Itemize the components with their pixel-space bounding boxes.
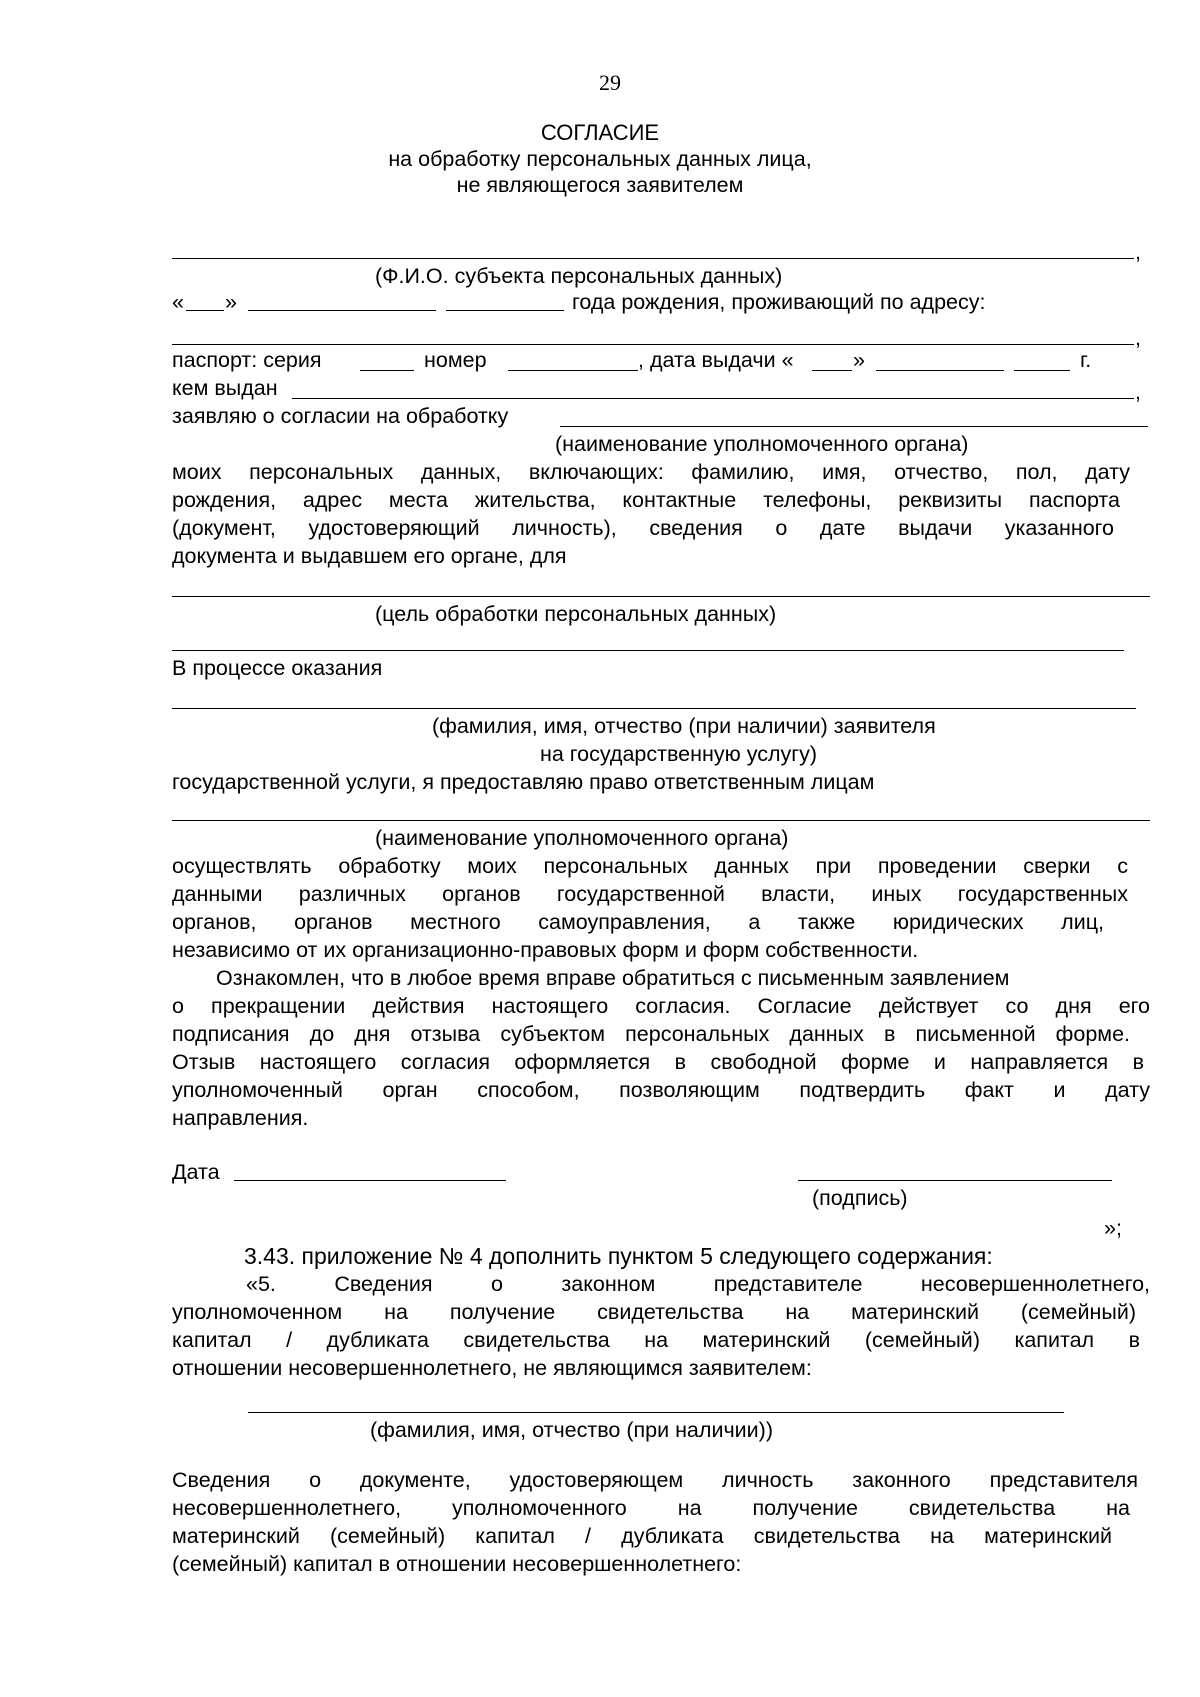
- name-blank: [248, 1412, 1064, 1413]
- passport-number-blank: [508, 370, 638, 371]
- title-line-1: СОГЛАСИЕ: [540, 120, 660, 145]
- birth-day-blank: [186, 310, 224, 311]
- data-list-line-2: рождения, адрес места жительства, контактные телефоны, реквизиты паспорта: [172, 488, 1120, 512]
- authority-blank-2: [172, 820, 1150, 821]
- issued-by-label: кем выдан: [172, 376, 278, 400]
- notice-line-3: подписания до дня отзыва субъектом персональных данных в письменной форме.: [172, 1022, 1130, 1046]
- applicant-caption-2: на государственную услугу): [540, 742, 818, 766]
- document-line-4: (семейный) капитал в отношении несовершеннолетнего:: [172, 1552, 742, 1576]
- notice-line-6: направления.: [172, 1106, 309, 1130]
- processing-line-1: осуществлять обработку моих персональных данных при проведении сверки с: [172, 854, 1128, 878]
- fio-comma: ,: [1135, 240, 1141, 264]
- authority-blank: [560, 426, 1148, 427]
- address-comma: ,: [1135, 326, 1141, 350]
- birth-text: года рождения, проживающий по адресу:: [572, 290, 986, 314]
- issued-by-blank: [292, 398, 1134, 399]
- address-blank-line: [172, 344, 1134, 345]
- applicant-blank: [172, 708, 1136, 709]
- item-line-1: «5. Сведения о законном представителе несовершеннолетнего,: [246, 1272, 1150, 1296]
- processing-line-2: данными различных органов государственной власти, иных государственных: [172, 882, 1128, 906]
- processing-line-3: органов, органов местного самоуправления, а также юридических лиц,: [172, 910, 1104, 934]
- passport-year-suffix: г.: [1080, 348, 1092, 372]
- page-number: 29: [599, 70, 621, 95]
- passport-series-blank: [360, 370, 414, 371]
- fio-blank-line: [172, 258, 1134, 259]
- passport-number-label: номер: [424, 348, 487, 372]
- fio-caption: (Ф.И.О. субъекта персональных данных): [375, 264, 783, 288]
- birth-month-blank: [248, 310, 436, 311]
- amendment-heading: 3.43. приложение № 4 дополнить пунктом 5 следующего содержания:: [244, 1243, 993, 1269]
- notice-line-5: уполномоченный орган способом, позволяющим подтвердить факт и дату: [172, 1078, 1150, 1102]
- item-line-4: отношении несовершеннолетнего, не являющимся заявителем:: [172, 1356, 812, 1380]
- purpose-blank: [172, 596, 1150, 597]
- data-list-line-1: моих персональных данных, включающих: фамилию, имя, отчество, пол, дату: [172, 460, 1130, 484]
- document-line-1: Сведения о документе, удостоверяющем личность законного представителя: [172, 1468, 1138, 1492]
- closing-mark: »;: [1104, 1216, 1122, 1240]
- data-list-line-4: документа и выдавшем его органе, для: [172, 544, 567, 568]
- passport-date-label: , дата выдачи «: [638, 348, 794, 372]
- document-line-2: несовершеннолетнего, уполномоченного на получение свидетельства на: [172, 1496, 1130, 1520]
- birth-day-quote-open: «: [172, 290, 184, 314]
- passport-year-blank: [1014, 370, 1070, 371]
- notice-line-2: о прекращении действия настоящего согласия. Согласие действует со дня его: [172, 994, 1150, 1018]
- purpose-blank-2: [172, 650, 1124, 651]
- purpose-caption: (цель обработки персональных данных): [375, 602, 777, 626]
- issued-by-comma: ,: [1135, 380, 1141, 404]
- passport-day-blank: [812, 370, 852, 371]
- signature-blank: [798, 1180, 1112, 1181]
- title-line-2: на обработку персональных данных лица,: [388, 147, 812, 171]
- birth-day-quote-close: »: [225, 290, 237, 314]
- passport-day-quote-close: »: [853, 348, 865, 372]
- notice-line-1: Ознакомлен, что в любое время вправе обратиться с письменным заявлением: [216, 966, 1010, 990]
- item-line-2: уполномоченном на получение свидетельства на материнский (семейный): [172, 1300, 1136, 1324]
- processing-line-4: независимо от их организационно-правовых форм и форм собственности.: [172, 938, 919, 962]
- service-text: государственной услуги, я предоставляю право ответственным лицам: [172, 770, 875, 794]
- authority-caption: (наименование уполномоченного органа): [555, 432, 969, 456]
- date-label: Дата: [172, 1160, 220, 1184]
- passport-series-label: паспорт: серия: [172, 348, 322, 372]
- title-line-3: не являющегося заявителем: [456, 173, 744, 197]
- passport-month-blank: [876, 370, 1004, 371]
- applicant-caption-1: (фамилия, имя, отчество (при наличии) заявителя: [432, 714, 936, 738]
- birth-year-blank: [446, 310, 564, 311]
- signature-caption: (подпись): [812, 1186, 908, 1210]
- date-blank: [234, 1180, 506, 1181]
- data-list-line-3: (документ, удостоверяющий личность), сведения о дате выдачи указанного: [172, 516, 1114, 540]
- consent-declare-label: заявляю о согласии на обработку: [172, 404, 509, 428]
- notice-line-4: Отзыв настоящего согласия оформляется в свободной форме и направляется в: [172, 1050, 1144, 1074]
- process-text: В процессе оказания: [172, 656, 383, 680]
- document-line-3: материнский (семейный) капитал / дубликата свидетельства на материнский: [172, 1524, 1112, 1548]
- item-line-3: капитал / дубликата свидетельства на материнский (семейный) капитал в: [172, 1328, 1140, 1352]
- authority-caption-2: (наименование уполномоченного органа): [375, 826, 789, 850]
- name-caption: (фамилия, имя, отчество (при наличии)): [370, 1418, 773, 1442]
